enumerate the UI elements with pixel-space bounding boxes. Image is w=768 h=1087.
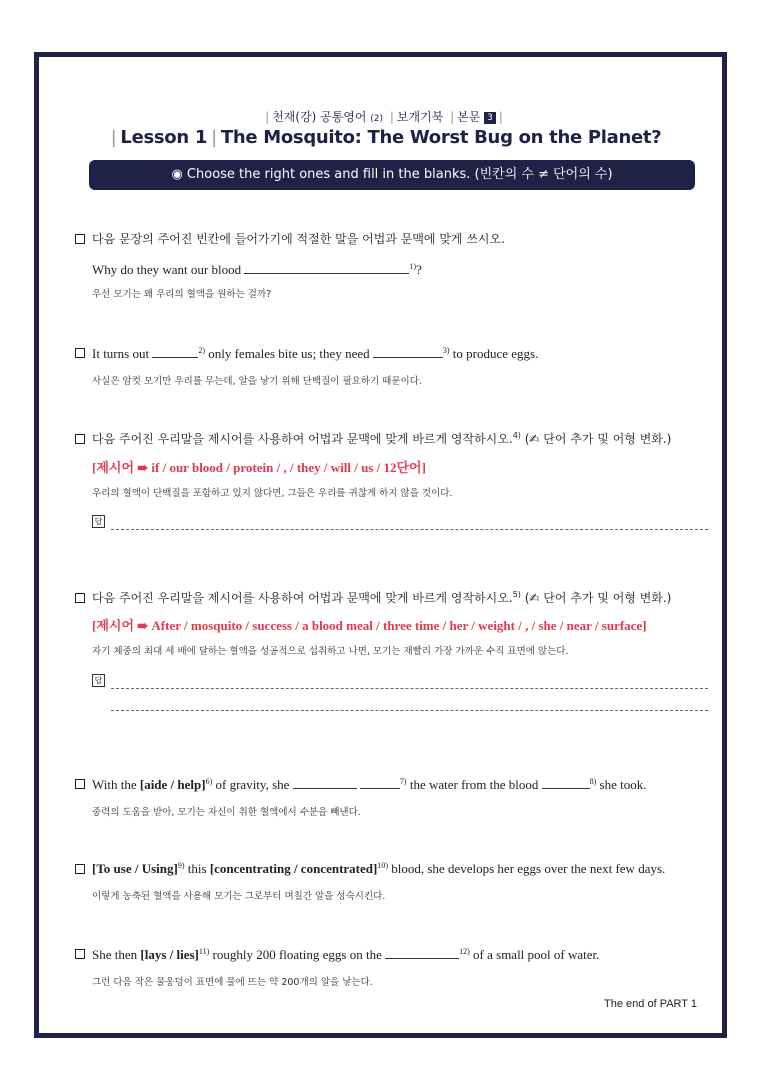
blank-1[interactable] (244, 260, 409, 274)
blank-number: 10) (377, 861, 389, 870)
lesson-label: Lesson 1 (120, 127, 208, 148)
blank-2[interactable] (152, 344, 198, 358)
volume-label: (2) (370, 114, 384, 124)
question-9 (75, 860, 708, 904)
answer-line[interactable] (111, 710, 708, 711)
sentence-text: Why do they want our blood (92, 262, 242, 277)
blank-number: 1) (409, 262, 417, 271)
question-prompt: 다음 문장의 주어진 빈칸에 들어가기에 적절한 말을 어법과 문맥에 맞게 쓰시오. (92, 232, 505, 246)
choice-bracket[interactable]: [concentrating / concentrated] (209, 861, 378, 876)
translation: 사실은 암컷 모기만 우리를 무는데, 알을 낳기 위해 단백질이 필요하기 때문이다. (92, 376, 422, 387)
sentence-text: to produce eggs. (452, 346, 539, 361)
question-1 (75, 230, 708, 302)
worksheet-type: 보개기북 (396, 110, 444, 124)
checkbox[interactable] (75, 949, 85, 959)
sentence-text: the water from the blood (409, 777, 539, 792)
sentence-text: ? (416, 262, 422, 277)
sentence-text: With the (92, 777, 137, 792)
blank-number: 9) (177, 861, 185, 870)
choice-bracket[interactable]: [To use / Using] (92, 861, 178, 876)
question-4 (75, 430, 708, 535)
choice-bracket[interactable]: [lays / lies] (140, 947, 199, 962)
answer-area[interactable] (92, 672, 708, 714)
answer-label-icon: 답 (92, 674, 105, 687)
sentence-text: blood, she develops her eggs over the next few days. (391, 861, 666, 876)
sentence-text: of a small pool of water. (473, 947, 600, 962)
question-5 (75, 589, 708, 714)
blank-number: 6) (205, 777, 213, 786)
question-number: 4) (512, 431, 521, 440)
question-number: 5) (512, 590, 521, 599)
checkbox[interactable] (75, 348, 85, 358)
textbook-name: 천재(강) 공통영어 (272, 110, 367, 124)
blank-3[interactable] (373, 344, 443, 358)
question-11 (75, 945, 708, 990)
sentence-text: she took. (599, 777, 647, 792)
blank-8[interactable] (542, 775, 590, 789)
blank-number: 12) (459, 947, 470, 956)
sentence-text: only females bite us; they need (208, 346, 370, 361)
breadcrumb: | 천재(강) 공통영어 (2) | 보개기북 | 본문 3 | (265, 110, 503, 124)
checkbox[interactable] (75, 234, 85, 244)
blank-number: 11) (198, 947, 210, 956)
blank-number: 2) (198, 346, 205, 355)
keyword-hint: [제시어 ➠ if / our blood / protein / , / they / will / us / 12단어] (92, 460, 426, 475)
translation: 자기 체중의 최대 세 배에 달하는 혈액을 성공적으로 섭취하고 나면, 모기는 재빨리 가장 가까운 수직 표면에 앉는다. (92, 646, 569, 657)
section-label: 본문 (457, 110, 481, 124)
page-title: | Lesson 1 | The Mosquito: The Worst Bug on the Planet? (110, 127, 662, 148)
lesson-title-text: The Mosquito: The Worst Bug on the Planet? (220, 127, 662, 148)
translation: 중력의 도움을 받아, 모기는 자신이 취한 혈액에서 수분을 빼낸다. (92, 807, 361, 818)
answer-line[interactable] (111, 688, 708, 689)
translation: 그런 다음 작은 물웅덩이 표면에 물에 뜨는 약 200개의 알을 낳는다. (92, 977, 373, 988)
translation: 이렇게 농축된 혈액을 사용해 모기는 그로부터 며칠간 알을 성숙시킨다. (92, 891, 386, 902)
sentence-text: It turns out (92, 346, 150, 361)
checkbox[interactable] (75, 434, 85, 444)
answer-area[interactable] (92, 513, 708, 535)
question-prompt: 다음 주어진 우리말을 제시어를 사용하여 어법과 문맥에 맞게 바르게 영작하시오. (92, 591, 513, 605)
checkbox[interactable] (75, 593, 85, 603)
blank-number: 3) (442, 346, 450, 355)
answer-line[interactable] (111, 529, 708, 530)
sentence-text: She then (92, 947, 138, 962)
question-prompt: 다음 주어진 우리말을 제시어를 사용하여 어법과 문맥에 맞게 바르게 영작하시오. (92, 432, 513, 446)
section-number-badge: 3 (484, 112, 496, 124)
instruction-bar: ◉ Choose the right ones and fill in the blanks. (빈칸의 수 ≠ 단어의 수) (89, 160, 695, 190)
question-6 (75, 775, 708, 820)
choice-bracket[interactable]: [aide / help] (139, 777, 206, 792)
blank-7b[interactable] (360, 775, 400, 789)
checkbox[interactable] (75, 864, 85, 874)
translation: 우리의 혈액이 단백질을 포함하고 있지 않다면, 그들은 우리를 귀찮게 하지 않을 것이다. (92, 488, 453, 499)
sentence-text: of gravity, she (215, 777, 290, 792)
blank-number: 7) (399, 777, 407, 786)
keyword-hint: [제시어 ➠ After / mosquito / success / a blood meal / three time / her / weight / , / she / near / surface] (92, 618, 647, 633)
answer-label-icon: 답 (92, 515, 105, 528)
sentence-text: this (187, 861, 207, 876)
blank-12[interactable] (385, 945, 459, 959)
question-2 (75, 344, 708, 389)
translation: 우선 모기는 왜 우리의 혈액을 원하는 걸까? (92, 289, 272, 300)
question-note: (✍ 단어 추가 및 어형 변화.) (524, 591, 672, 605)
blank-7a[interactable] (293, 775, 357, 789)
sentence-text: roughly 200 floating eggs on the (212, 947, 382, 962)
question-note: (✍ 단어 추가 및 어형 변화.) (524, 432, 672, 446)
blank-number: 8) (589, 777, 597, 786)
checkbox[interactable] (75, 779, 85, 789)
footer-text: The end of PART 1 (604, 998, 697, 1010)
